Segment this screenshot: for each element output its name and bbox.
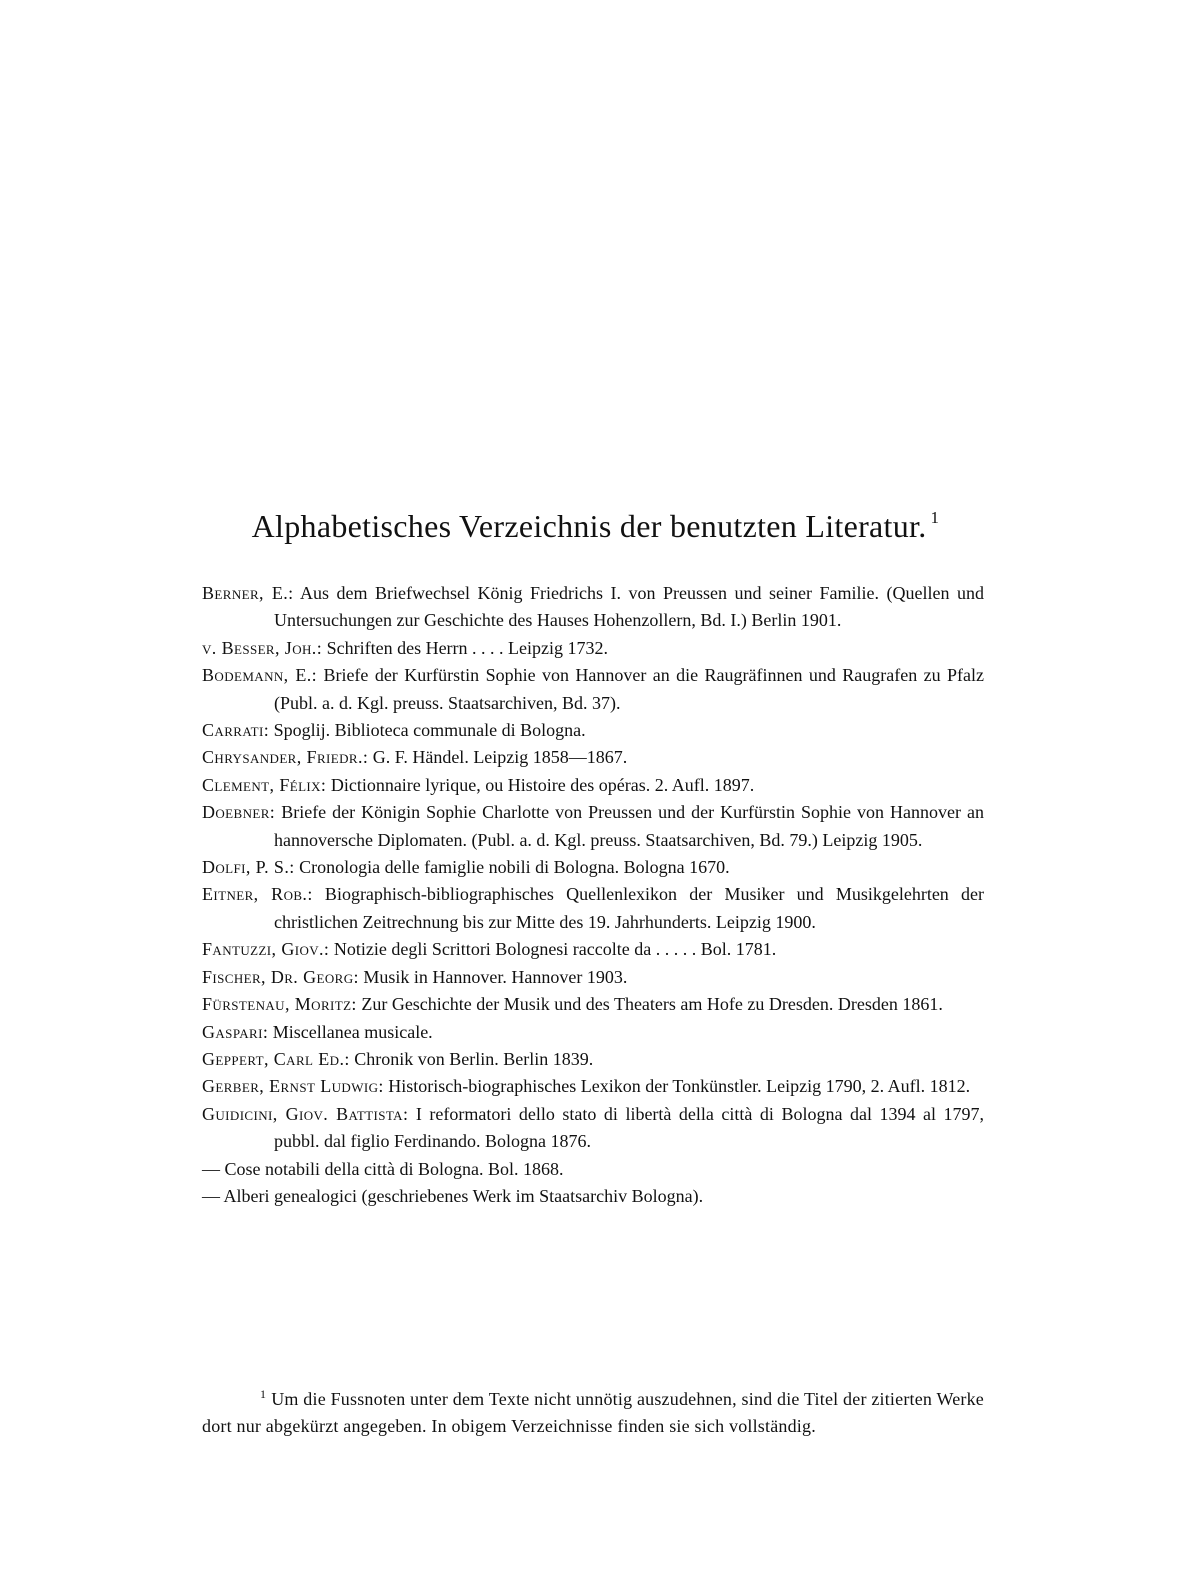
footnote-marker: 1 xyxy=(260,1387,267,1401)
entry-text: Historisch-biographisches Lexikon der Tonkünstler. Leipzig 1790, 2. Aufl. 1812. xyxy=(383,1076,971,1097)
entry-author: Doebner: xyxy=(202,802,276,823)
bibliography-entry xyxy=(202,1073,984,1100)
bibliography-entry xyxy=(202,1156,984,1183)
entry-text: Alberi genealogici (geschriebenes Werk im Staatsarchiv Bologna). xyxy=(220,1185,704,1206)
bibliography-entry xyxy=(202,662,984,717)
bibliography-list xyxy=(202,580,984,1210)
entry-author: Clement, Félix: xyxy=(202,774,327,795)
entry-author: Fischer, Dr. Georg: xyxy=(202,966,359,987)
entry-text: Spoglij. Biblioteca communale di Bologna. xyxy=(269,720,586,741)
bibliography-entry xyxy=(202,936,984,963)
page-title-text: Alphabetisches Verzeichnis der benutzten Literatur. xyxy=(251,508,927,544)
entry-author: Gerber, Ernst Ludwig: xyxy=(202,1076,384,1097)
entry-text: Dictionnaire lyrique, ou Histoire des opéras. 2. Aufl. 1897. xyxy=(326,774,755,795)
entry-author: Geppert, Carl Ed.: xyxy=(202,1048,350,1069)
entry-ditto-dash: — xyxy=(202,1185,220,1206)
bibliography-entry xyxy=(202,717,984,744)
entry-author: Eitner, Rob.: xyxy=(202,884,313,905)
page-title xyxy=(0,508,1191,545)
entry-text: Briefe der Königin Sophie Charlotte von Preussen und der Kurfürstin Sophie von Hannover an hannoversche Diplomaten. (Publ. a. d. Kgl. preuss. Staatsarchiven, Bd. 79.) Leipzig 1905. xyxy=(274,802,984,850)
entry-text: Schriften des Herrn . . . . Leipzig 1732. xyxy=(322,637,609,658)
bibliography-entry xyxy=(202,991,984,1018)
entry-text: Briefe der Kurfürstin Sophie von Hannover an die Raugräfinnen und Raugrafen zu Pfalz (Publ. a. d. Kgl. preuss. Staatsarchiven, Bd. 37). xyxy=(274,665,984,713)
bibliography-entry xyxy=(202,799,984,854)
entry-text: Biographisch-bibliographisches Quellenlexikon der Musiker und Musikgelehrten der christlichen Zeitrechnung bis zur Mitte des 19. Jahrhunderts. Leipzig 1900. xyxy=(274,884,984,932)
bibliography-entry xyxy=(202,580,984,635)
entry-text: G. F. Händel. Leipzig 1858—1867. xyxy=(368,747,628,768)
entry-author: Fantuzzi, Giov.: xyxy=(202,939,330,960)
entry-text: I reformatori dello stato di libertà della città di Bologna dal 1394 al 1797, pubbl. dal figlio Ferdinando. Bologna 1876. xyxy=(274,1103,985,1152)
bibliography-entry xyxy=(202,1183,984,1210)
entry-text: Musik in Hannover. Hannover 1903. xyxy=(358,966,628,987)
entry-ditto-dash: — xyxy=(202,1158,220,1179)
entry-author: Fürstenau, Moritz: xyxy=(202,994,357,1015)
bibliography-entry xyxy=(202,744,984,771)
title-footnote-marker: 1 xyxy=(930,508,940,527)
entry-text: Miscellanea musicale. xyxy=(268,1021,433,1042)
entry-author: Guidicini, Giov. Battista: xyxy=(202,1103,409,1124)
bibliography-entry xyxy=(202,635,984,662)
entry-author: Carrati: xyxy=(202,720,270,741)
footnote xyxy=(202,1381,984,1440)
bibliography-entry xyxy=(202,854,984,881)
entry-text: Chronik von Berlin. Berlin 1839. xyxy=(349,1048,594,1069)
entry-author: Chrysander, Friedr.: xyxy=(202,747,369,768)
bibliography-entry xyxy=(202,881,984,936)
entry-text: Aus dem Briefwechsel König Friedrichs I. von Preussen und seiner Familie. (Quellen und Untersuchungen zur Geschichte des Hauses Hohenzollern, Bd. I.) Berlin 1901. xyxy=(274,583,985,631)
entry-text: Cose notabili della città di Bologna. Bol. 1868. xyxy=(220,1158,564,1179)
entry-author: v. Besser, Joh.: xyxy=(202,637,323,658)
bibliography-entry xyxy=(202,1101,984,1156)
entry-author: Berner, E.: xyxy=(202,583,294,603)
entry-text: Notizie degli Scrittori Bolognesi raccolte da . . . . . Bol. 1781. xyxy=(329,939,777,960)
entry-text: Zur Geschichte der Musik und des Theaters am Hofe zu Dresden. Dresden 1861. xyxy=(356,994,943,1015)
entry-author: Dolfi, P. S.: xyxy=(202,857,295,878)
footnote-text: Um die Fussnoten unter dem Texte nicht unnötig auszudehnen, sind die Titel der zitierten Werke dort nur abgekürzt angegeben. In obigem Verzeichnisse finden sie sich vollständig. xyxy=(202,1389,984,1436)
entry-author: Gaspari: xyxy=(202,1021,269,1042)
entry-text: Cronologia delle famiglie nobili di Bologna. Bologna 1670. xyxy=(294,857,730,878)
bibliography-entry xyxy=(202,1019,984,1046)
bibliography-entry xyxy=(202,772,984,799)
bibliography-entry xyxy=(202,1046,984,1073)
entry-author: Bodemann, E.: xyxy=(202,665,318,686)
bibliography-entry xyxy=(202,964,984,991)
